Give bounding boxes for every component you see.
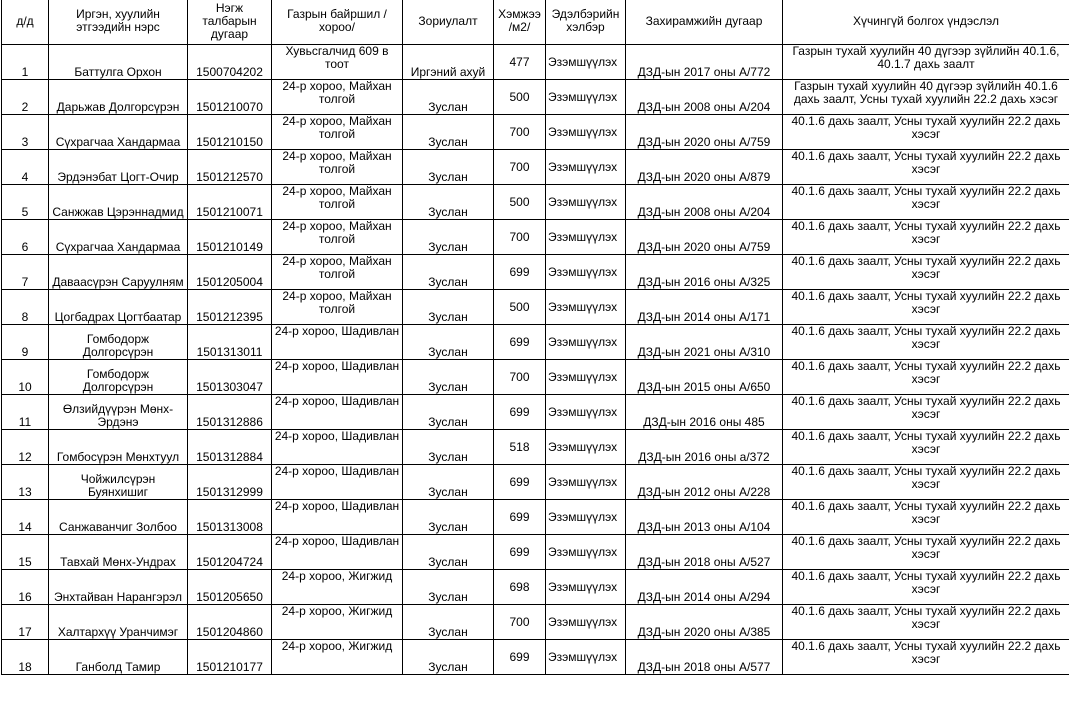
cell-location: 24-р хороо, Шадивлан bbox=[272, 430, 403, 465]
cell-basis: 40.1.6 дахь заалт, Усны тухай хуулийн 22.2 дахь хэсэг bbox=[783, 640, 1069, 675]
cell-size: 700 bbox=[494, 220, 546, 255]
cell-size: 698 bbox=[494, 570, 546, 605]
cell-index: 2 bbox=[2, 80, 49, 115]
cell-location: 24-р хороо, Майхан толгой bbox=[272, 220, 403, 255]
cell-basis: 40.1.6 дахь заалт, Усны тухай хуулийн 22.2 дахь хэсэг bbox=[783, 220, 1069, 255]
cell-name: Гомбодорж Долгорсүрэн bbox=[49, 325, 188, 360]
cell-ownership: Эзэмшүүлэх bbox=[546, 570, 626, 605]
cell-basis: 40.1.6 дахь заалт, Усны тухай хуулийн 22.2 дахь хэсэг bbox=[783, 150, 1069, 185]
cell-decree: ДЗД-ын 2012 оны А/228 bbox=[626, 465, 783, 500]
table-row bbox=[2, 290, 1069, 325]
cell-size: 500 bbox=[494, 80, 546, 115]
cell-purpose: Зуслан bbox=[403, 395, 494, 430]
cell-index: 7 bbox=[2, 255, 49, 290]
cell-purpose: Зуслан bbox=[403, 80, 494, 115]
cell-index: 14 bbox=[2, 500, 49, 535]
cell-decree: ДЗД-ын 2020 оны А/385 bbox=[626, 605, 783, 640]
cell-name: Баттулга Орхон bbox=[49, 45, 188, 80]
header-decree: Захирамжийн дугаар bbox=[626, 0, 783, 45]
header-purpose: Зориулалт bbox=[403, 0, 494, 45]
table-row bbox=[2, 360, 1069, 395]
cell-decree: ДЗД-ын 2015 оны А/650 bbox=[626, 360, 783, 395]
cell-decree: ДЗД-ын 2021 оны А/310 bbox=[626, 325, 783, 360]
cell-name: Тавхай Мөнх-Ундрах bbox=[49, 535, 188, 570]
header-size: Хэмжээ /м2/ bbox=[494, 0, 546, 45]
cell-location: 24-р хороо, Майхан толгой bbox=[272, 185, 403, 220]
cell-basis: 40.1.6 дахь заалт, Усны тухай хуулийн 22.2 дахь хэсэг bbox=[783, 360, 1069, 395]
cell-registry: 1501210150 bbox=[188, 115, 272, 150]
cell-ownership: Эзэмшүүлэх bbox=[546, 115, 626, 150]
cell-ownership: Эзэмшүүлэх bbox=[546, 290, 626, 325]
cell-registry: 1501313008 bbox=[188, 500, 272, 535]
cell-index: 9 bbox=[2, 325, 49, 360]
cell-location: 24-р хороо, Шадивлан bbox=[272, 535, 403, 570]
cell-purpose: Зуслан bbox=[403, 115, 494, 150]
cell-size: 518 bbox=[494, 430, 546, 465]
cell-location: 24-р хороо, Шадивлан bbox=[272, 465, 403, 500]
header-location: Газрын байршил /хороо/ bbox=[272, 0, 403, 45]
table-row bbox=[2, 325, 1069, 360]
cell-index: 18 bbox=[2, 640, 49, 675]
cell-size: 700 bbox=[494, 605, 546, 640]
cell-ownership: Эзэмшүүлэх bbox=[546, 80, 626, 115]
header-index: д/д bbox=[2, 0, 49, 45]
cell-location: 24-р хороо, Жигжид bbox=[272, 570, 403, 605]
cell-index: 5 bbox=[2, 185, 49, 220]
cell-size: 699 bbox=[494, 465, 546, 500]
cell-basis: 40.1.6 дахь заалт, Усны тухай хуулийн 22.2 дахь хэсэг bbox=[783, 500, 1069, 535]
cell-name: Энхтайван Нарангэрэл bbox=[49, 570, 188, 605]
cell-size: 699 bbox=[494, 255, 546, 290]
cell-name: Ганболд Тамир bbox=[49, 640, 188, 675]
cell-size: 699 bbox=[494, 395, 546, 430]
cell-decree: ДЗД-ын 2014 оны А/294 bbox=[626, 570, 783, 605]
cell-name: Гомбодорж Долгорсүрэн bbox=[49, 360, 188, 395]
cell-location: 24-р хороо, Шадивлан bbox=[272, 395, 403, 430]
table-row bbox=[2, 150, 1069, 185]
cell-location: 24-р хороо, Шадивлан bbox=[272, 325, 403, 360]
cell-location: 24-р хороо, Шадивлан bbox=[272, 360, 403, 395]
cell-size: 700 bbox=[494, 115, 546, 150]
table-row bbox=[2, 605, 1069, 640]
cell-basis: 40.1.6 дахь заалт, Усны тухай хуулийн 22.2 дахь хэсэг bbox=[783, 605, 1069, 640]
cell-index: 4 bbox=[2, 150, 49, 185]
cell-decree: ДЗД-ын 2020 оны А/759 bbox=[626, 220, 783, 255]
cell-index: 8 bbox=[2, 290, 49, 325]
cell-registry: 1501312886 bbox=[188, 395, 272, 430]
cell-name: Цогбадрах Цогтбаатар bbox=[49, 290, 188, 325]
cell-decree: ДЗД-ын 2018 оны А/577 bbox=[626, 640, 783, 675]
cell-registry: 1501312884 bbox=[188, 430, 272, 465]
cell-decree: ДЗД-ын 2020 оны А/879 bbox=[626, 150, 783, 185]
cell-name: Халтархүү Уранчимэг bbox=[49, 605, 188, 640]
cell-basis: Газрын тухай хуулийн 40 дүгээр зүйлийн 40.1.6, 40.1.7 дахь заалт bbox=[783, 45, 1069, 80]
cell-ownership: Эзэмшүүлэх bbox=[546, 325, 626, 360]
cell-index: 15 bbox=[2, 535, 49, 570]
cell-size: 699 bbox=[494, 500, 546, 535]
cell-purpose: Зуслан bbox=[403, 220, 494, 255]
cell-basis: 40.1.6 дахь заалт, Усны тухай хуулийн 22.2 дахь хэсэг bbox=[783, 535, 1069, 570]
cell-basis: 40.1.6 дахь заалт, Усны тухай хуулийн 22.2 дахь хэсэг bbox=[783, 115, 1069, 150]
cell-name: Гомбосүрэн Мөнхтуул bbox=[49, 430, 188, 465]
cell-location: 24-р хороо, Майхан толгой bbox=[272, 80, 403, 115]
cell-basis: 40.1.6 дахь заалт, Усны тухай хуулийн 22.2 дахь хэсэг bbox=[783, 185, 1069, 220]
table-row bbox=[2, 395, 1069, 430]
cell-location: 24-р хороо, Майхан толгой bbox=[272, 115, 403, 150]
cell-location: 24-р хороо, Майхан толгой bbox=[272, 150, 403, 185]
cell-decree: ДЗД-ын 2013 оны А/104 bbox=[626, 500, 783, 535]
cell-purpose: Иргэний ахуй bbox=[403, 45, 494, 80]
cell-size: 699 bbox=[494, 640, 546, 675]
cell-purpose: Зуслан bbox=[403, 325, 494, 360]
cell-purpose: Зуслан bbox=[403, 570, 494, 605]
table-row bbox=[2, 465, 1069, 500]
cell-registry: 1501312999 bbox=[188, 465, 272, 500]
cell-registry: 1501303047 bbox=[188, 360, 272, 395]
cell-ownership: Эзэмшүүлэх bbox=[546, 185, 626, 220]
cell-ownership: Эзэмшүүлэх bbox=[546, 535, 626, 570]
cell-name: Сүхрагчаа Хандармаа bbox=[49, 220, 188, 255]
cell-decree: ДЗД-ын 2008 оны А/204 bbox=[626, 185, 783, 220]
cell-basis: 40.1.6 дахь заалт, Усны тухай хуулийн 22.2 дахь хэсэг bbox=[783, 290, 1069, 325]
cell-decree: ДЗД-ын 2020 оны А/759 bbox=[626, 115, 783, 150]
cell-purpose: Зуслан bbox=[403, 430, 494, 465]
cell-registry: 1501205650 bbox=[188, 570, 272, 605]
cell-purpose: Зуслан bbox=[403, 640, 494, 675]
cell-name: Санжаванчиг Золбоо bbox=[49, 500, 188, 535]
cell-size: 699 bbox=[494, 325, 546, 360]
cell-index: 17 bbox=[2, 605, 49, 640]
cell-index: 10 bbox=[2, 360, 49, 395]
table-row bbox=[2, 80, 1069, 115]
cell-registry: 1501204860 bbox=[188, 605, 272, 640]
cell-purpose: Зуслан bbox=[403, 150, 494, 185]
cell-registry: 1501210070 bbox=[188, 80, 272, 115]
header-name: Иргэн, хуулийн этгээдийн нэрс bbox=[49, 0, 188, 45]
cell-location: 24-р хороо, Жигжид bbox=[272, 605, 403, 640]
cell-name: Санжжав Цэрэннадмид bbox=[49, 185, 188, 220]
cell-index: 13 bbox=[2, 465, 49, 500]
cell-decree: ДЗД-ын 2016 оны 485 bbox=[626, 395, 783, 430]
cell-purpose: Зуслан bbox=[403, 290, 494, 325]
header-ownership: Эдэлбэрийн хэлбэр bbox=[546, 0, 626, 45]
table-row bbox=[2, 255, 1069, 290]
cell-size: 500 bbox=[494, 185, 546, 220]
cell-location: 24-р хороо, Шадивлан bbox=[272, 500, 403, 535]
cell-index: 16 bbox=[2, 570, 49, 605]
cell-purpose: Зуслан bbox=[403, 465, 494, 500]
table-row bbox=[2, 185, 1069, 220]
cell-registry: 1501212570 bbox=[188, 150, 272, 185]
cell-decree: ДЗД-ын 2014 оны А/171 bbox=[626, 290, 783, 325]
cell-basis: 40.1.6 дахь заалт, Усны тухай хуулийн 22.2 дахь хэсэг bbox=[783, 395, 1069, 430]
cell-ownership: Эзэмшүүлэх bbox=[546, 45, 626, 80]
header-registry: Нэгж талбарын дугаар bbox=[188, 0, 272, 45]
cell-ownership: Эзэмшүүлэх bbox=[546, 360, 626, 395]
cell-ownership: Эзэмшүүлэх bbox=[546, 220, 626, 255]
cell-index: 11 bbox=[2, 395, 49, 430]
cell-basis: 40.1.6 дахь заалт, Усны тухай хуулийн 22.2 дахь хэсэг bbox=[783, 325, 1069, 360]
cell-purpose: Зуслан bbox=[403, 535, 494, 570]
cell-registry: 1501210071 bbox=[188, 185, 272, 220]
table-body bbox=[2, 45, 1069, 675]
cell-ownership: Эзэмшүүлэх bbox=[546, 255, 626, 290]
cell-registry: 1501210149 bbox=[188, 220, 272, 255]
cell-decree: ДЗД-ын 2016 оны А/325 bbox=[626, 255, 783, 290]
cell-purpose: Зуслан bbox=[403, 185, 494, 220]
cell-registry: 1501210177 bbox=[188, 640, 272, 675]
cell-ownership: Эзэмшүүлэх bbox=[546, 605, 626, 640]
cell-ownership: Эзэмшүүлэх bbox=[546, 430, 626, 465]
cell-registry: 1500704202 bbox=[188, 45, 272, 80]
cell-purpose: Зуслан bbox=[403, 500, 494, 535]
cell-name: Сүхрагчаа Хандармаа bbox=[49, 115, 188, 150]
table-row bbox=[2, 45, 1069, 80]
cell-name: Өлзийдүүрэн Мөнх-Эрдэнэ bbox=[49, 395, 188, 430]
land-revocation-table bbox=[1, 0, 1069, 675]
cell-location: 24-р хороо, Жигжид bbox=[272, 640, 403, 675]
table-row bbox=[2, 430, 1069, 465]
table-row bbox=[2, 640, 1069, 675]
table-row bbox=[2, 500, 1069, 535]
cell-size: 699 bbox=[494, 535, 546, 570]
header-basis: Хүчингүй болгох үндэслэл bbox=[783, 0, 1069, 45]
table-row bbox=[2, 220, 1069, 255]
cell-size: 700 bbox=[494, 150, 546, 185]
cell-location: 24-р хороо, Майхан толгой bbox=[272, 255, 403, 290]
cell-location: 24-р хороо, Майхан толгой bbox=[272, 290, 403, 325]
cell-size: 477 bbox=[494, 45, 546, 80]
cell-purpose: Зуслан bbox=[403, 255, 494, 290]
cell-registry: 1501204724 bbox=[188, 535, 272, 570]
cell-index: 12 bbox=[2, 430, 49, 465]
cell-ownership: Эзэмшүүлэх bbox=[546, 465, 626, 500]
table-row bbox=[2, 535, 1069, 570]
cell-ownership: Эзэмшүүлэх bbox=[546, 500, 626, 535]
cell-purpose: Зуслан bbox=[403, 605, 494, 640]
cell-size: 700 bbox=[494, 360, 546, 395]
cell-location: Хувьсгалчид 609 в тоот bbox=[272, 45, 403, 80]
table-row bbox=[2, 115, 1069, 150]
cell-registry: 1501212395 bbox=[188, 290, 272, 325]
cell-decree: ДЗД-ын 2018 оны А/527 bbox=[626, 535, 783, 570]
header-row bbox=[2, 0, 1069, 45]
cell-name: Эрдэнэбат Цогт-Очир bbox=[49, 150, 188, 185]
table-row bbox=[2, 570, 1069, 605]
cell-basis: 40.1.6 дахь заалт, Усны тухай хуулийн 22.2 дахь хэсэг bbox=[783, 255, 1069, 290]
cell-basis: 40.1.6 дахь заалт, Усны тухай хуулийн 22.2 дахь хэсэг bbox=[783, 570, 1069, 605]
cell-name: Чойжилсүрэн Буянхишиг bbox=[49, 465, 188, 500]
cell-size: 500 bbox=[494, 290, 546, 325]
cell-ownership: Эзэмшүүлэх bbox=[546, 640, 626, 675]
cell-name: Дарьжав Долгорсүрэн bbox=[49, 80, 188, 115]
cell-decree: ДЗД-ын 2017 оны А/772 bbox=[626, 45, 783, 80]
cell-name: Даваасүрэн Саруулням bbox=[49, 255, 188, 290]
cell-ownership: Эзэмшүүлэх bbox=[546, 150, 626, 185]
cell-decree: ДЗД-ын 2016 оны а/372 bbox=[626, 430, 783, 465]
cell-index: 3 bbox=[2, 115, 49, 150]
cell-ownership: Эзэмшүүлэх bbox=[546, 395, 626, 430]
cell-decree: ДЗД-ын 2008 оны А/204 bbox=[626, 80, 783, 115]
cell-registry: 1501313011 bbox=[188, 325, 272, 360]
cell-index: 6 bbox=[2, 220, 49, 255]
cell-basis: 40.1.6 дахь заалт, Усны тухай хуулийн 22.2 дахь хэсэг bbox=[783, 430, 1069, 465]
cell-index: 1 bbox=[2, 45, 49, 80]
cell-basis: 40.1.6 дахь заалт, Усны тухай хуулийн 22.2 дахь хэсэг bbox=[783, 465, 1069, 500]
cell-purpose: Зуслан bbox=[403, 360, 494, 395]
cell-registry: 1501205004 bbox=[188, 255, 272, 290]
cell-basis: Газрын тухай хуулийн 40 дүгээр зүйлийн 40.1.6 дахь заалт, Усны тухай хуулийн 22.2 дахь хэсэг bbox=[783, 80, 1069, 115]
